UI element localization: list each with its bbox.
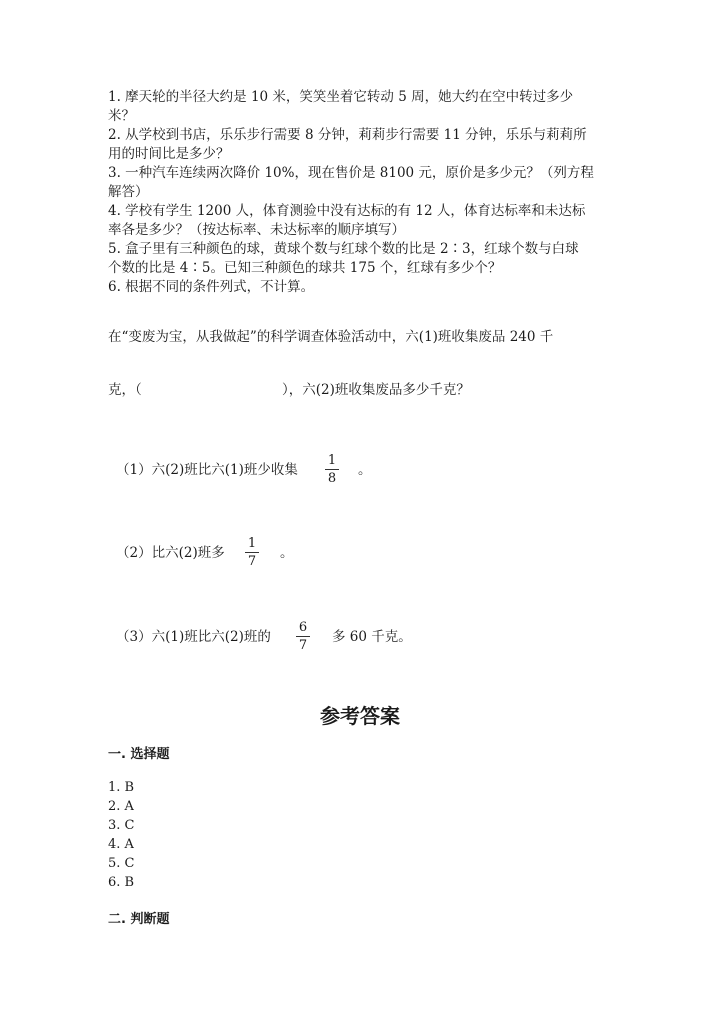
fraction-numerator: 6: [298, 620, 308, 635]
answer-item: 4. A: [108, 837, 134, 852]
fraction-1-8: [325, 453, 339, 486]
question-line: 2. 从学校到书店，乐乐步行需要 8 分钟，莉莉步行需要 11 分钟，乐乐与莉莉所: [108, 127, 587, 143]
question-line: 米？: [108, 108, 135, 124]
question-line: 6. 根据不同的条件列式，不计算。: [108, 279, 315, 295]
condition-3-text: （3）六(1)班比六(2)班的: [116, 629, 271, 645]
fraction-numerator: 1: [327, 453, 337, 468]
question-line: 个数的比是 4∶5。已知三种颜色的球共 175 个，红球有多少个？: [108, 260, 502, 276]
answer-item: 6. B: [108, 875, 135, 890]
condition-3-end: 多 60 千克。: [332, 629, 412, 645]
problem6-line1: 在“变废为宝，从我做起”的科学调查体验活动中，六(1)班收集废品 240 千: [108, 329, 554, 345]
condition-2-text: （2）比六(2)班多: [116, 545, 225, 561]
question-line: 解答）: [108, 184, 149, 200]
fraction-denominator: 7: [247, 554, 257, 569]
answer-item: 3. C: [108, 818, 135, 833]
answer-item: 1. B: [108, 780, 135, 795]
condition-2-end: 。: [280, 545, 294, 561]
fraction-6-7: [296, 620, 310, 653]
problem6-line2-end: ），六(2)班收集废品多少千克？: [282, 382, 470, 398]
fraction-1-7: [245, 536, 259, 569]
answer-item: 2. A: [108, 799, 134, 814]
question-line: 3. 一种汽车连续两次降价 10%，现在售价是 8100 元，原价是多少元？（列方程: [108, 165, 594, 181]
answer-title: 参考答案: [320, 704, 400, 728]
condition-1-text: （1）六(2)班比六(1)班少收集: [116, 462, 298, 478]
condition-1-end: 。: [358, 462, 372, 478]
answer-item: 5. C: [108, 856, 135, 871]
question-line: 1. 摩天轮的半径大约是 10 米，笑笑坐着它转动 5 周，她大约在空中转过多少: [108, 89, 574, 105]
fraction-denominator: 7: [298, 638, 308, 653]
section-judge-heading: 二. 判断题: [108, 912, 170, 927]
fraction-numerator: 1: [247, 536, 257, 551]
question-line: 率各是多少？（按达标率、未达标率的顺序填写）: [108, 222, 405, 238]
fraction-denominator: 8: [327, 471, 337, 486]
question-line: 5. 盒子里有三种颜色的球，黄球个数与红球个数的比是 2∶3，红球个数与白球: [108, 241, 579, 257]
question-line: 4. 学校有学生 1200 人，体育测验中没有达标的有 12 人，体育达标率和未达标: [108, 203, 586, 219]
question-line: 用的时间比是多少？: [108, 146, 230, 162]
section-choice-heading: 一. 选择题: [108, 747, 170, 762]
problem6-line2-start: 克，（: [108, 382, 142, 398]
